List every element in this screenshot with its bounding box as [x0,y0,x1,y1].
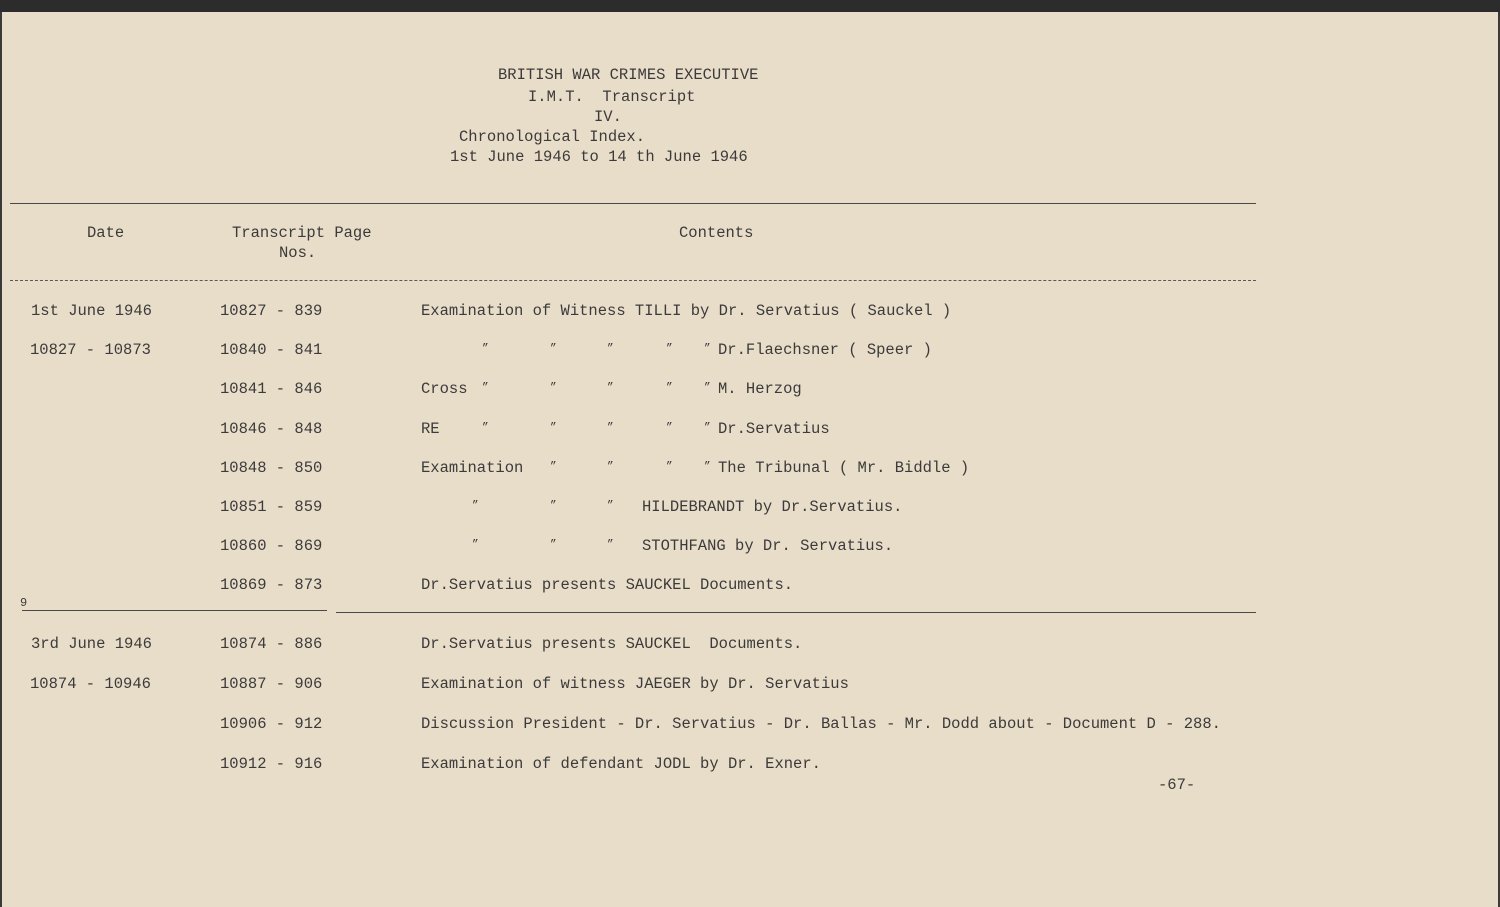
col-contents-header: Contents [679,224,754,242]
row-pages: 10851 - 859 [220,498,323,516]
row-content: STOTHFANG by Dr. Servatius. [642,537,894,556]
ditto-mark: ” [550,421,557,434]
row-content: Dr.Servatius [718,419,830,438]
row-prefix: Cross [421,380,468,399]
ditto-mark: ” [704,382,711,395]
row-content: Examination of defendant JODL by Dr. Exner. [421,755,821,773]
group-date-range: 10874 - 10946 [30,675,151,693]
ditto-mark: ” [666,343,673,356]
col-pages-header-1: Transcript Page [232,224,372,242]
row-content: The Tribunal ( Mr. Biddle ) [718,458,970,477]
header-part: IV. [594,108,622,126]
ditto-mark: ” [550,343,557,356]
document-page [2,10,1498,907]
row-pages: 10840 - 841 [220,341,323,360]
ditto-mark: ” [472,500,479,512]
row-pages: 10841 - 846 [220,380,323,399]
row-content: Dr.Flaechsner ( Speer ) [718,341,932,360]
row-pages: 10906 - 912 [220,715,323,733]
group-date-range: 10827 - 10873 [30,341,151,360]
row-pages: 10827 - 839 [220,302,323,320]
ditto-mark: ” [666,460,673,473]
row-content: Dr.Servatius presents SAUCKEL Documents. [421,576,794,595]
ditto-mark: ” [607,382,614,395]
ditto-mark: ” [607,460,614,473]
ditto-mark: ” [550,382,557,395]
ditto-mark: ” [666,382,673,395]
header-index: Chronological Index. [459,128,646,146]
group-divider-right [336,612,1256,613]
ditto-mark: ” [704,421,711,434]
column-header-rule [10,280,1256,281]
ditto-mark: ” [607,539,614,552]
col-date-header: Date [87,224,125,242]
page-number: -67- [1158,776,1196,794]
ditto-mark: ” [550,460,557,473]
row-content: Dr.Servatius presents SAUCKEL Documents. [421,635,803,653]
row-content: Discussion President - Dr. Servatius - Dr. Ballas - Mr. Dodd about - Document D - 288. [421,715,1221,733]
row-pages: 10848 - 850 [220,458,323,477]
row-content: M. Herzog [718,380,802,399]
margin-mark: 9 [20,596,28,610]
row-pages: 10860 - 869 [220,537,323,556]
col-pages-header-2: Nos. [279,244,317,262]
row-pages: 10874 - 886 [220,635,323,653]
group-date: 1st June 1946 [31,302,152,320]
row-pages: 10912 - 916 [220,755,323,773]
header-rule [10,203,1256,204]
row-pages: 10887 - 906 [220,675,323,693]
header-doc: I.M.T. Transcript [528,88,696,106]
ditto-mark: ” [472,539,479,552]
ditto-mark: ” [482,382,489,395]
header-org: BRITISH WAR CRIMES EXECUTIVE [498,66,759,84]
row-pages: 10869 - 873 [220,576,323,595]
ditto-mark: ” [704,343,711,356]
row-prefix: Examination [421,458,524,477]
group-divider-left [22,610,327,611]
ditto-mark: ” [607,500,614,512]
row-content: HILDEBRANDT by Dr.Servatius. [642,498,903,516]
ditto-mark: ” [550,539,557,552]
ditto-mark: ” [550,500,557,512]
row-content: Examination of Witness TILLI by Dr. Servatius ( Sauckel ) [421,302,952,320]
ditto-mark: ” [607,421,614,434]
row-pages: 10846 - 848 [220,419,323,438]
ditto-mark: ” [704,460,711,473]
row-prefix: RE [421,419,440,438]
row-content: Examination of witness JAEGER by Dr. Servatius [421,675,849,693]
ditto-mark: ” [482,343,489,356]
group-date: 3rd June 1946 [31,635,152,653]
ditto-mark: ” [607,343,614,356]
header-range: 1st June 1946 to 14 th June 1946 [450,148,748,166]
ditto-mark: ” [482,421,489,434]
ditto-mark: ” [666,421,673,434]
